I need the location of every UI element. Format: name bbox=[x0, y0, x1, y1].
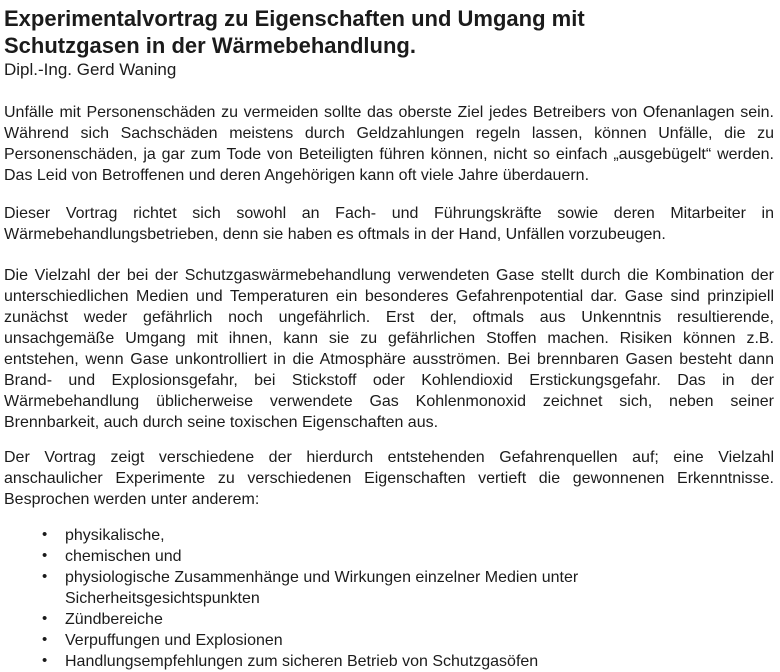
bullet-icon: • bbox=[42, 547, 48, 564]
title-line-1: Experimentalvortrag zu Eigenschaften und Umgang mit bbox=[4, 6, 585, 31]
list-item-text: Verpuffungen und Explosionen bbox=[65, 632, 283, 649]
title-line-2: Schutzgasen in der Wärmebehandlung. bbox=[4, 33, 416, 58]
list-item-recommendations bbox=[4, 651, 774, 672]
topics-list bbox=[4, 525, 774, 672]
list-item-physiological bbox=[4, 567, 774, 609]
list-item-text: physiologische Zusammenhänge und Wirkungen einzelner Medien unter Sicherheitsgesichtspunkten bbox=[65, 569, 579, 607]
bullet-icon: • bbox=[42, 610, 48, 627]
list-item-physical bbox=[4, 525, 774, 546]
paragraph-accident-prevention: Unfälle mit Personenschäden zu vermeiden sollte das oberste Ziel jedes Betreibers von Ofenanlagen sein. Während sich Sachschäden meistens durch Geldzahlungen regeln lassen, können Unfälle, die zu Personenschäden, ja gar zum Tode von Beteiligten führen können, nicht so einfach „ausgebügelt“ werden. Das Leid von Betroffenen und deren Angehörigen kann oft viele Jahre überdauern. bbox=[4, 104, 774, 184]
bullet-icon: • bbox=[42, 526, 48, 543]
list-item-text: Handlungsempfehlungen zum sicheren Betrieb von Schutzgasöfen bbox=[65, 653, 539, 670]
bullet-icon: • bbox=[42, 568, 48, 585]
bullet-icon: • bbox=[42, 652, 48, 669]
list-item-ignition-ranges bbox=[4, 609, 774, 630]
list-item-text: chemischen und bbox=[65, 548, 182, 565]
list-item-explosions bbox=[4, 630, 774, 651]
paragraph-gas-hazards: Die Vielzahl der bei der Schutzgaswärmebehandlung verwendeten Gase stellt durch die Kombination der unterschiedlichen Medien und Temperaturen ein besonderes Gefahrenpotential dar. Gase sind prinzipiell zunächst weder gefährlich noch ungefährlich. Erst der, oftmals aus Unkenntnis resultierende, unsachgemäße Umgang mit ihnen, kann sie zu gefährlichen Stoffen machen. Risiken können z.B. entstehen, wenn Gase unkontrolliert in die Atmosphäre ausströmen. Bei brennbaren Gasen besteht dann Brand- und Explosionsgefahr, bei Stickstoff oder Kohlendioxid Erstickungsgefahr. Das in der Wärmebehandlung üblicherweise verwendete Gas Kohlenmonoxid zeichnet sich, neben seiner Brennbarkeit, auch durch seine toxischen Eigenschaften aus. bbox=[4, 267, 774, 431]
document-title bbox=[4, 5, 774, 59]
author-name: Dipl.-Ing. Gerd Waning bbox=[4, 60, 177, 79]
list-item-text: physikalische, bbox=[65, 527, 165, 544]
paragraph-lecture-overview: Der Vortrag zeigt verschiedene der hierdurch entstehenden Gefahrenquellen auf; eine Vielzahl anschaulicher Experimente zu verschiedenen Eigenschaften vertieft die gewonnenen Erkenntnisse. Besprochen werden unter anderem: bbox=[4, 449, 774, 508]
list-item-text: Zündbereiche bbox=[65, 611, 163, 628]
paragraph-target-audience: Dieser Vortrag richtet sich sowohl an Fach- und Führungskräfte sowie deren Mitarbeiter in Wärmebehandlungsbetrieben, denn sie haben es oftmals in der Hand, Unfällen vorzubeugen. bbox=[4, 205, 774, 243]
bullet-icon: • bbox=[42, 631, 48, 648]
list-item-chemical bbox=[4, 546, 774, 567]
